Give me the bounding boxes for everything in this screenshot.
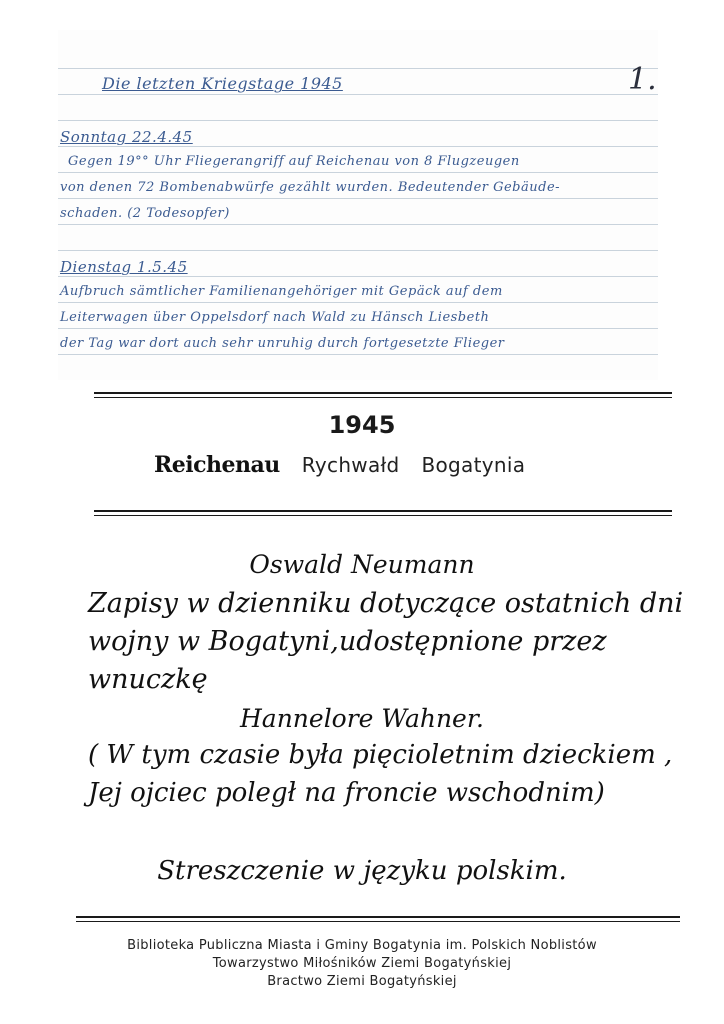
description-line: ( W tym czasie była pięcioletnim dzieckiem , xyxy=(88,740,673,770)
diary-heading: Die letzten Kriegstage 1945 xyxy=(102,74,343,93)
notebook-rule xyxy=(58,146,658,147)
double-rule-middle xyxy=(94,510,672,516)
footer-library: Biblioteka Publiczna Miasta i Gminy Bogatynia im. Polskich Noblistów xyxy=(127,938,597,953)
description-line: Zapisy w dzienniku dotyczące ostatnich dni xyxy=(88,588,684,619)
notebook-rule xyxy=(58,172,658,173)
summary-note: Streszczenie w języku polskim. xyxy=(157,856,567,886)
footer-brotherhood: Bractwo Ziemi Bogatyńskiej xyxy=(267,974,457,989)
diary-entry-line: schaden. (2 Todesopfer) xyxy=(60,206,230,221)
diary-entry-line: Aufbruch sämtlicher Familienangehöriger mit Gepäck auf dem xyxy=(60,284,503,299)
notebook-rule xyxy=(58,198,658,199)
description-line: wojny w Bogatyni,udostępnione przez xyxy=(88,626,607,657)
description-line: wnuczkę xyxy=(88,664,208,695)
diary-entry-date: Sonntag 22.4.45 xyxy=(60,128,193,146)
notebook-rule xyxy=(58,224,658,225)
diary-entry-line: der Tag war dort auch sehr unruhig durch fortgesetzte Flieger xyxy=(60,336,505,351)
year-title: 1945 xyxy=(328,411,396,439)
page-number: 1. xyxy=(628,62,657,97)
place-names xyxy=(154,452,525,478)
place-name-bogatynia: Bogatynia xyxy=(421,453,526,477)
place-name-rychwald: Rychwałd xyxy=(301,453,400,477)
handwritten-diary-page xyxy=(58,30,658,380)
granddaughter-name: Hannelore Wahner. xyxy=(239,704,485,733)
notebook-rule xyxy=(58,276,658,277)
notebook-rule xyxy=(58,68,658,69)
diary-entry-date: Dienstag 1.5.45 xyxy=(60,258,188,276)
notebook-rule xyxy=(58,328,658,329)
double-rule-bottom xyxy=(76,916,680,922)
place-name-reichenau: Reichenau xyxy=(154,452,280,478)
notebook-rule xyxy=(58,354,658,355)
description-line: Jej ojciec poległ na froncie wschodnim) xyxy=(88,778,605,808)
diary-entry-line: Leiterwagen über Oppelsdorf nach Wald zu Hänsch Liesbeth xyxy=(60,310,490,325)
footer-society: Towarzystwo Miłośników Ziemi Bogatyńskiej xyxy=(212,956,512,971)
notebook-rule xyxy=(58,120,658,121)
notebook-rule xyxy=(58,94,658,95)
author-name: Oswald Neumann xyxy=(249,550,475,579)
notebook-rule xyxy=(58,302,658,303)
diary-entry-line: Gegen 19°° Uhr Fliegerangriff auf Reichenau von 8 Flugzeugen xyxy=(68,154,520,169)
diary-entry-line: von denen 72 Bombenabwürfe gezählt wurden. Bedeutender Gebäude- xyxy=(60,180,561,195)
notebook-rule xyxy=(58,250,658,251)
double-rule-top xyxy=(94,392,672,398)
